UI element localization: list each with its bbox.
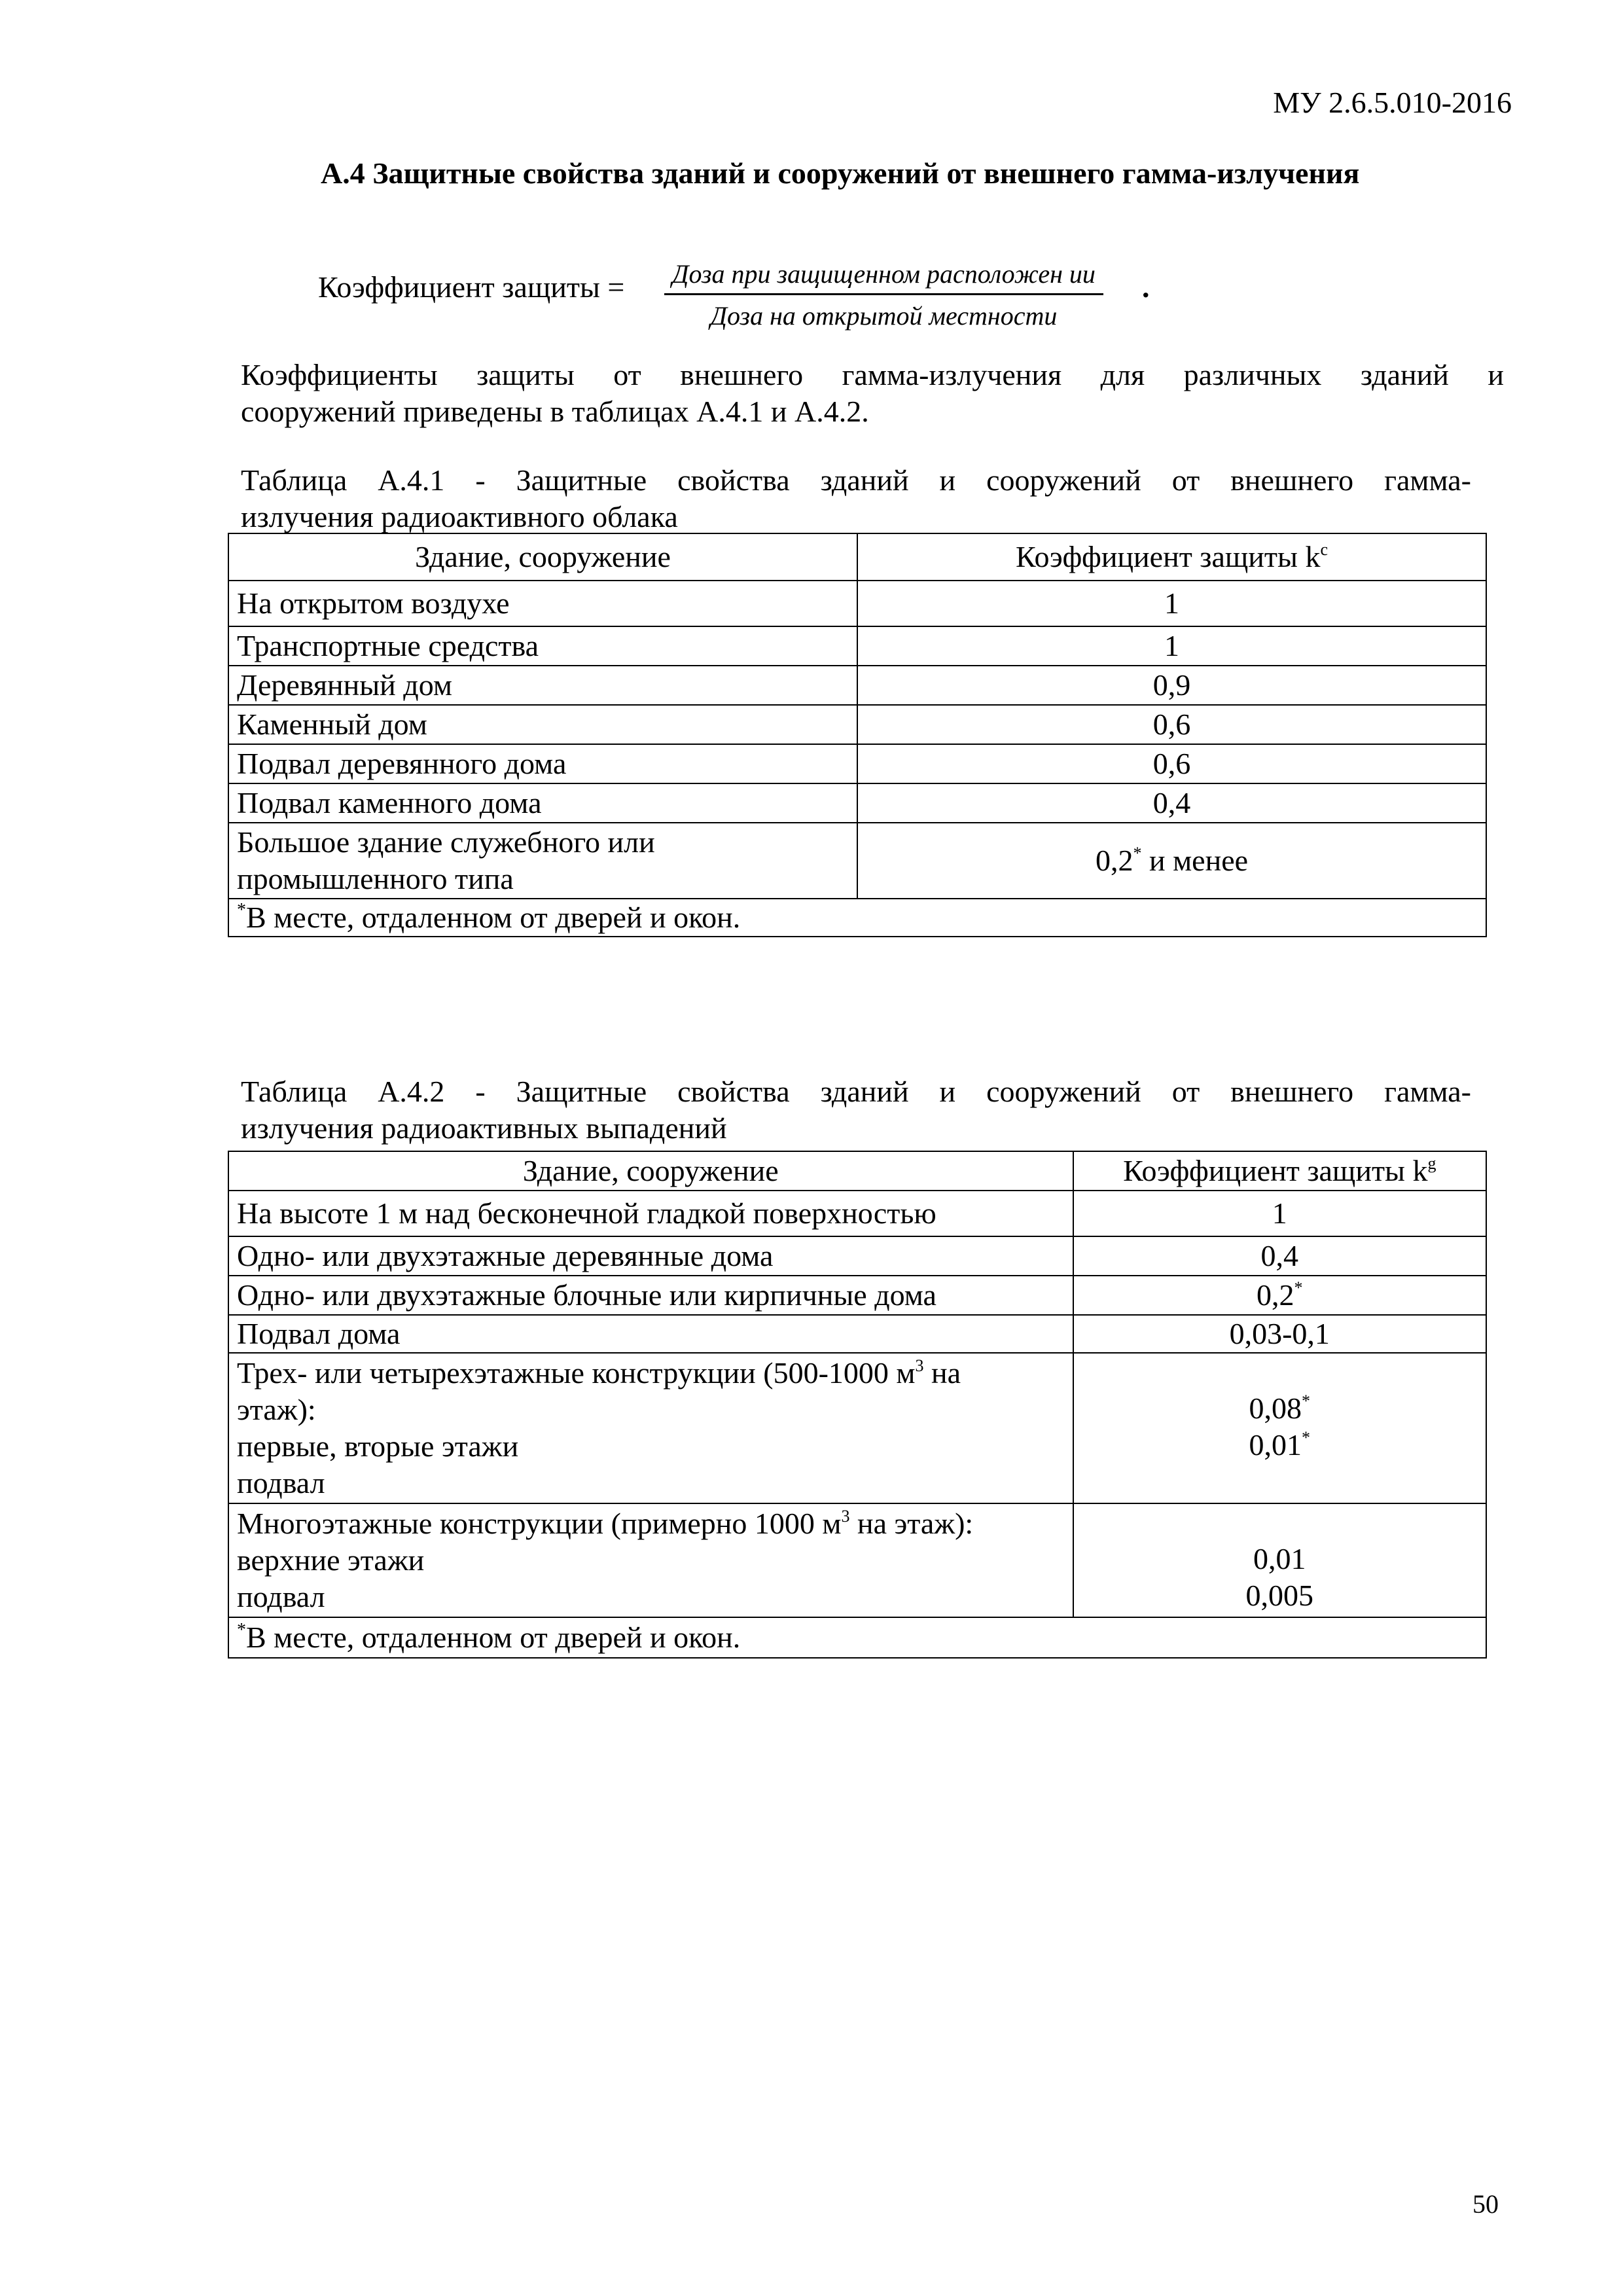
table-cell: 0,08* 0,01*	[1073, 1353, 1486, 1503]
table-row	[228, 1315, 1486, 1353]
intro-paragraph	[241, 357, 1504, 430]
table2-footnote-row	[228, 1617, 1486, 1658]
table-row	[228, 783, 1486, 823]
table-cell: 0,2*	[1073, 1276, 1486, 1315]
table1-col2-header: Коэффициент защиты $k^c$	[857, 533, 1486, 581]
table1-footnote: *В месте, отдаленном от дверей и окон.	[228, 899, 1486, 937]
table-cell: 0,01 0,005	[1073, 1503, 1486, 1617]
formula-fraction	[664, 259, 1103, 331]
table2-col2-header: Коэффициент защиты $k^g$	[1073, 1151, 1486, 1191]
table2	[228, 1151, 1487, 1659]
table2-caption	[241, 1073, 1471, 1147]
page-number: 50	[1472, 2189, 1499, 2219]
formula-end: .	[1142, 270, 1150, 304]
table-row	[228, 581, 1486, 626]
table-cell: 0,4	[1073, 1236, 1486, 1276]
table-row	[228, 1236, 1486, 1276]
table2-footnote: *В месте, отдаленном от дверей и окон.	[228, 1617, 1486, 1658]
table-row	[228, 626, 1486, 666]
table-row	[228, 744, 1486, 783]
table1-caption-line-1: Таблица А.4.1 - Защитные свойства зданий и сооружений от внешнего гамма-	[241, 463, 1471, 497]
formula-numerator: Доза при защищенном расположен ии	[664, 259, 1103, 295]
table-row	[228, 1276, 1486, 1315]
table-cell: Подвал дома	[228, 1315, 1073, 1353]
table-cell: Одно- или двухэтажные блочные или кирпичные дома	[228, 1276, 1073, 1315]
table-cell: 1	[857, 626, 1486, 666]
table-cell: Подвал деревянного дома	[228, 744, 857, 783]
document-code: МУ 2.6.5.010-2016	[1273, 86, 1512, 119]
formula-label: Коэффициент защиты =	[318, 270, 625, 304]
table-cell: 0,4	[857, 783, 1486, 823]
table-cell: 1	[857, 581, 1486, 626]
table1-caption-line-2: излучения радиоактивного облака	[241, 500, 678, 533]
table-cell: Подвал каменного дома	[228, 783, 857, 823]
table2-caption-line-1: Таблица А.4.2 - Защитные свойства зданий и сооружений от внешнего гамма-	[241, 1075, 1471, 1108]
table-cell: 1	[1073, 1191, 1486, 1236]
formula-denominator: Доза на открытой местности	[710, 301, 1058, 331]
table1-col1-header: Здание, сооружение	[228, 533, 857, 581]
table-cell: Деревянный дом	[228, 666, 857, 705]
table-cell: 0,03-0,1	[1073, 1315, 1486, 1353]
table-row	[228, 666, 1486, 705]
table2-caption-line-2: излучения радиоактивных выпадений	[241, 1111, 727, 1145]
table1-header-row	[228, 533, 1486, 581]
table2-col1-header: Здание, сооружение	[228, 1151, 1073, 1191]
table1-caption	[241, 462, 1471, 535]
table-cell: На открытом воздухе	[228, 581, 857, 626]
paragraph-line-2: сооружений приведены в таблицах А.4.1 и А.4.2.	[241, 395, 869, 428]
table1-footnote-row	[228, 899, 1486, 937]
table-cell: Многоэтажные конструкции (примерно 1000 $м^3$ на этаж): верхние этажи подвал	[228, 1503, 1073, 1617]
table-cell: На высоте 1 м над бесконечной гладкой поверхностью	[228, 1191, 1073, 1236]
table-row	[228, 1191, 1486, 1236]
table1	[228, 533, 1487, 937]
table-cell: Каменный дом	[228, 705, 857, 744]
table2-header-row	[228, 1151, 1486, 1191]
table-row	[228, 705, 1486, 744]
table-row	[228, 1503, 1486, 1617]
table-cell: 0,9	[857, 666, 1486, 705]
table-cell: Большое здание служебного или промышленного типа	[228, 823, 857, 899]
section-title: А.4 Защитные свойства зданий и сооружений от внешнего гамма-излучения	[321, 156, 1360, 190]
table-cell: 0,6	[857, 705, 1486, 744]
table-cell: Одно- или двухэтажные деревянные дома	[228, 1236, 1073, 1276]
table-cell: Трех- или четырехэтажные конструкции (500-1000 $м^3$ на этаж): первые, вторые этажи подвал	[228, 1353, 1073, 1503]
table-cell: 0,6	[857, 744, 1486, 783]
table-row	[228, 1353, 1486, 1503]
table-cell: Транспортные средства	[228, 626, 857, 666]
table-cell: 0,2* и менее	[857, 823, 1486, 899]
table-row	[228, 823, 1486, 899]
paragraph-line-1: Коэффициенты защиты от внешнего гамма-излучения для различных зданий и	[241, 358, 1504, 391]
